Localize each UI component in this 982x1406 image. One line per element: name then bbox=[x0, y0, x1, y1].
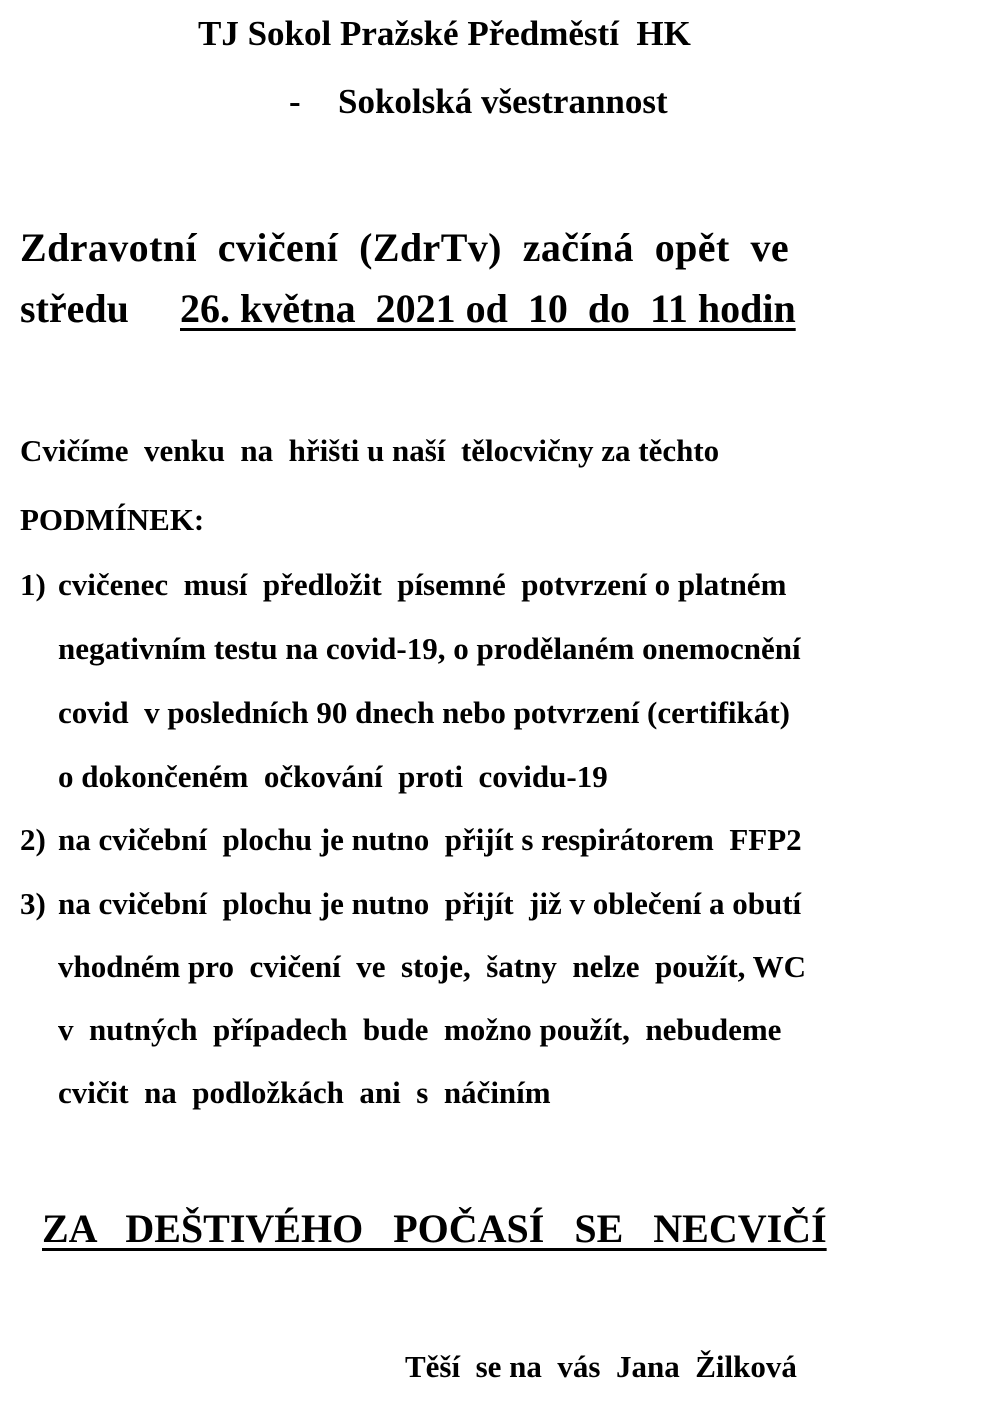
condition-1-line: cvičenec musí předložit písemné potvrzení o platném bbox=[58, 567, 787, 602]
condition-3-number: 3) bbox=[20, 886, 46, 921]
condition-3-line: vhodném pro cvičení ve stoje, šatny nelze použít, WC bbox=[58, 949, 806, 984]
condition-2-line: na cvičební plochu je nutno přijít s respirátorem FFP2 bbox=[58, 822, 802, 857]
announcement-line-2-prefix: středu bbox=[20, 286, 129, 331]
rain-notice: ZA DEŠTIVÉHO POČASÍ SE NECVIČÍ bbox=[42, 1206, 827, 1251]
condition-3-line: v nutných případech bude možno použít, nebudeme bbox=[58, 1012, 782, 1047]
condition-1-number: 1) bbox=[20, 567, 46, 602]
condition-3-line: cvičit na podložkách ani s náčiním bbox=[58, 1075, 551, 1110]
signature: Těší se na vás Jana Žilková bbox=[405, 1349, 797, 1384]
condition-2-number: 2) bbox=[20, 822, 46, 857]
condition-3-line: na cvičební plochu je nutno přijít již v oblečení a obutí bbox=[58, 886, 802, 921]
condition-1-line: negativním testu na covid-19, o prodělaném onemocnění bbox=[58, 631, 801, 666]
organization-title: TJ Sokol Pražské Předměstí HK bbox=[198, 14, 691, 53]
conditions-intro: Cvičíme venku na hřišti u naší tělocvičny za těchto bbox=[20, 433, 720, 468]
header-dash: - bbox=[289, 82, 301, 121]
section-title: Sokolská všestrannost bbox=[338, 82, 668, 121]
condition-1-line: covid v posledních 90 dnech nebo potvrzení (certifikát) bbox=[58, 695, 790, 730]
announcement-date-time: 26. května 2021 od 10 do 11 hodin bbox=[180, 286, 796, 331]
conditions-heading: PODMÍNEK: bbox=[20, 502, 205, 537]
announcement-line-1: Zdravotní cvičení (ZdrTv) začíná opět ve bbox=[20, 225, 790, 270]
condition-1-line: o dokončeném očkování proti covidu-19 bbox=[58, 759, 608, 794]
